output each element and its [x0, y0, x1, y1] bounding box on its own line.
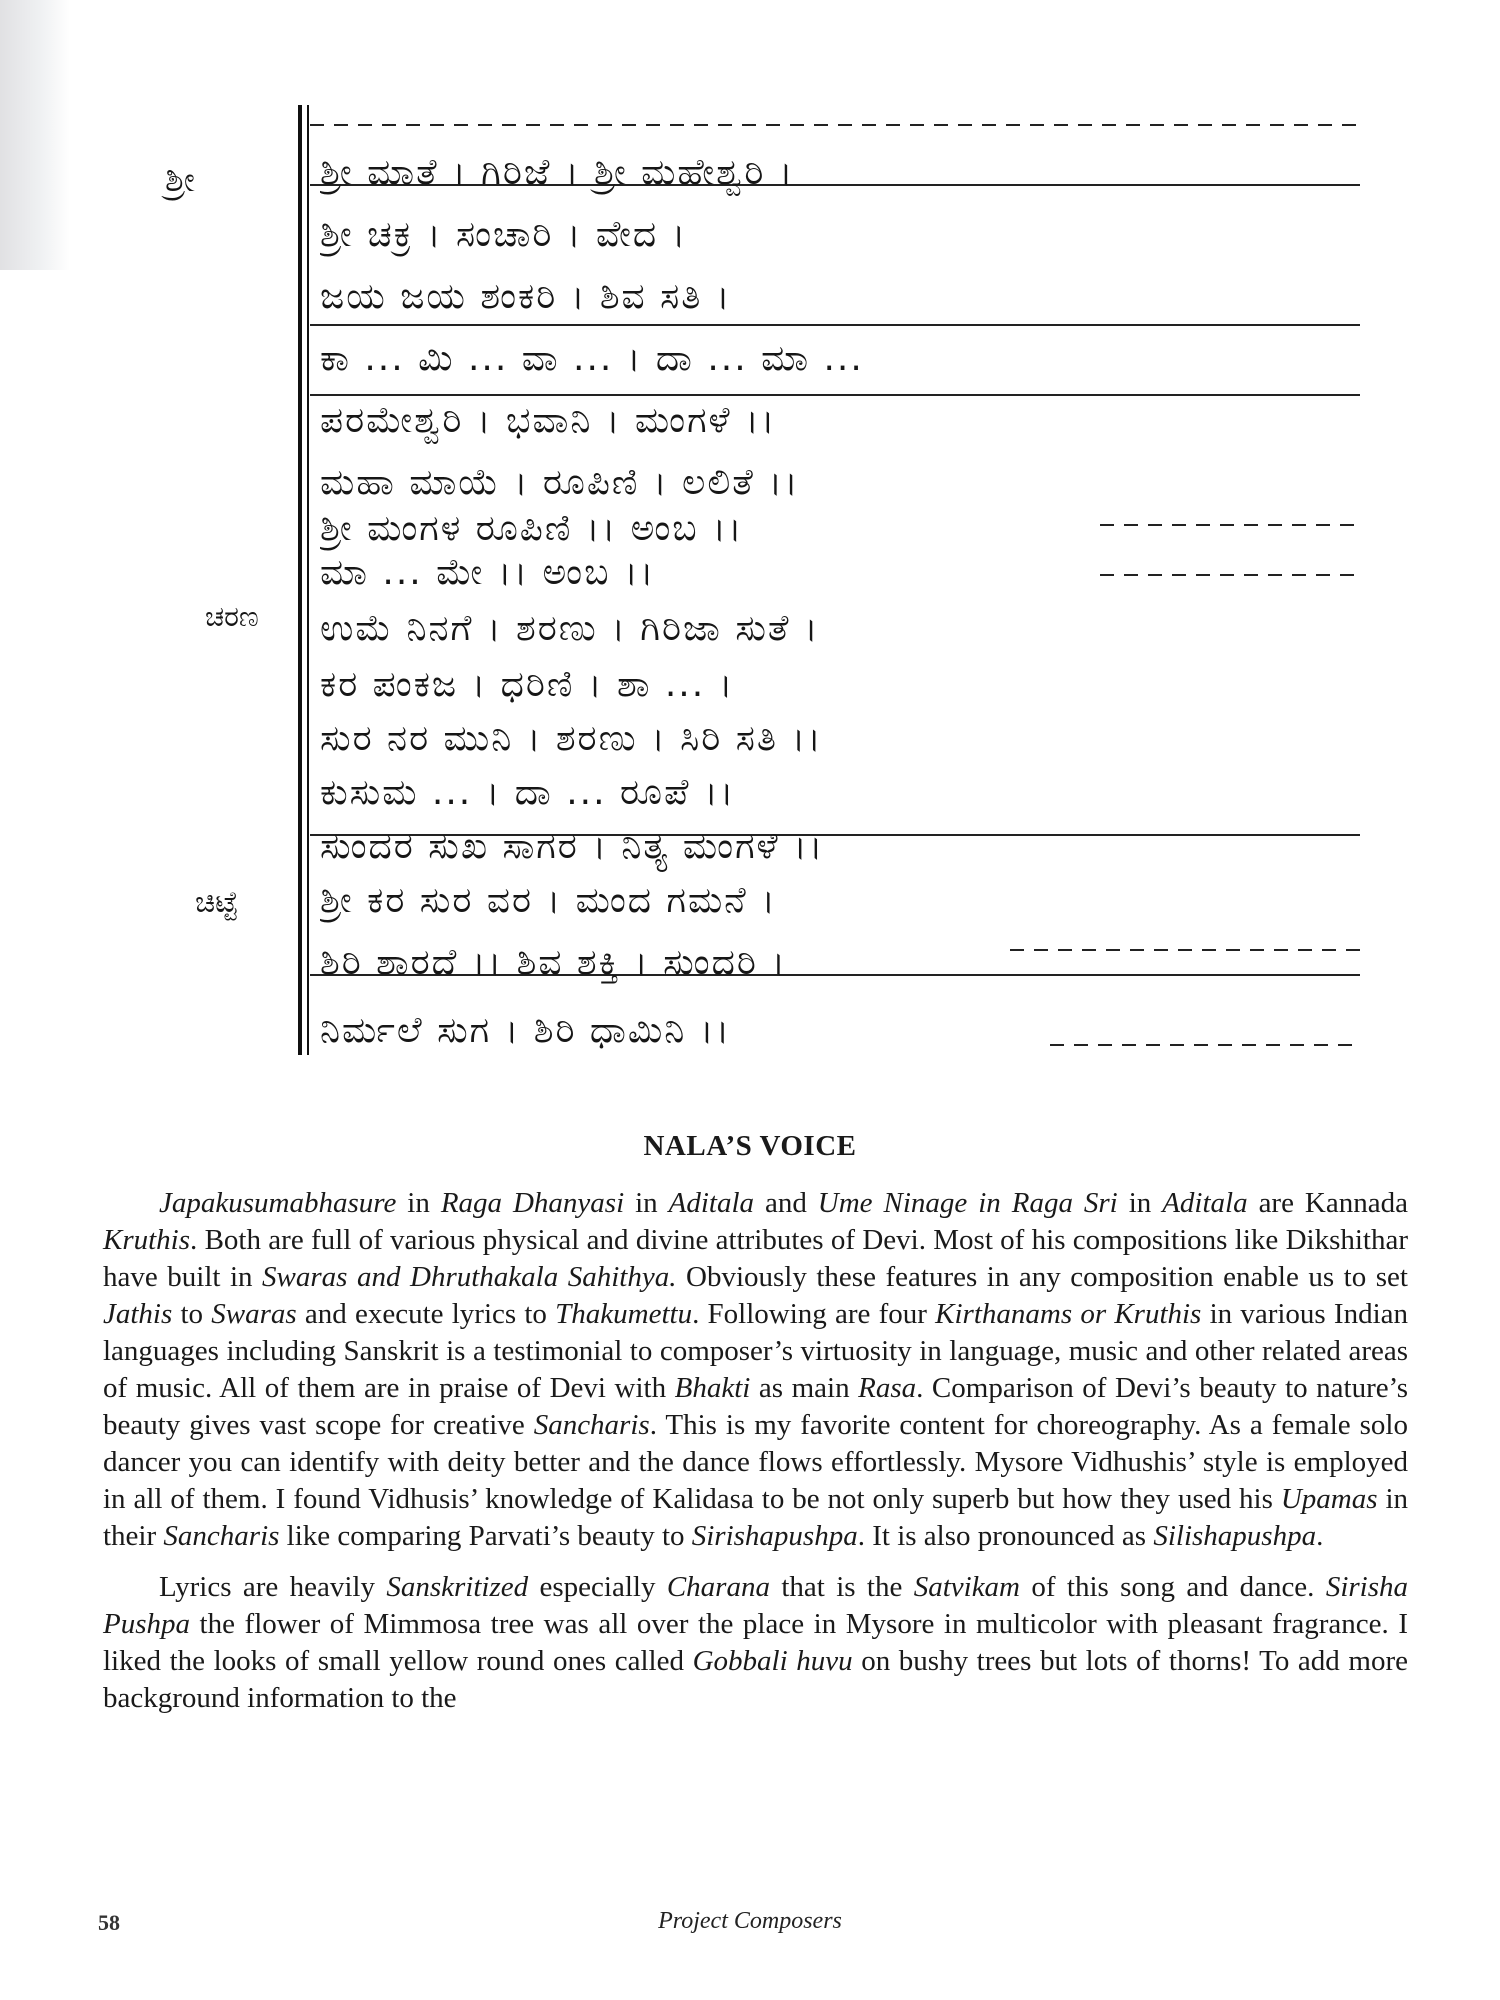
italic-term: Swaras: [211, 1298, 297, 1330]
manuscript-line: ಶ್ರೀ ಮಾತೆ । ಗಿರಿಜೆ । ಶ್ರೀ ಮಹೇಶ್ವರಿ ।: [320, 152, 795, 193]
italic-term: Aditala: [668, 1187, 754, 1219]
text-run: like comparing Parvati’s beauty to: [279, 1520, 692, 1552]
text-run: in: [1117, 1187, 1163, 1219]
section-title: NALA’S VOICE: [643, 1130, 857, 1162]
text-run: .: [1316, 1520, 1324, 1552]
text-run: . It is also pronounced as: [857, 1520, 1154, 1552]
italic-term: Sirishapushpa: [691, 1520, 858, 1552]
text-run: and: [754, 1187, 818, 1219]
italic-term: Rasa: [858, 1372, 917, 1404]
running-footer-title: Project Composers: [658, 1908, 842, 1934]
article-paragraph-1: [103, 1185, 1408, 1555]
italic-term: Kirthanams or Kruthis: [935, 1298, 1202, 1330]
text-run: Obviously these features in any composition enable us to set: [676, 1261, 1408, 1293]
manuscript-line: ಉಮೆ ನಿನಗೆ । ಶರಣು । ಗಿರಿಜಾ ಸುತೆ ।: [320, 608, 820, 649]
text-run: that is the: [769, 1571, 914, 1603]
italic-term: Sancharis: [163, 1520, 280, 1552]
manuscript-line: ಕರ ಪಂಕಜ । ಧರಿಣಿ । ಶಾ ... ।: [320, 664, 735, 705]
text-run: on bushy trees but lots of thorns! To add more background information to the: [103, 1645, 1408, 1714]
italic-term: Aditala: [1162, 1187, 1248, 1219]
manuscript-line: ಪರಮೇಶ್ವರಿ । ಭವಾನಿ । ಮಂಗಳೆ ।।: [320, 400, 777, 441]
manuscript-line: ಶಿರಿ ಶಾರದೆ ।। ಶಿವ ಶಕ್ತಿ । ಸುಂದರಿ ।: [320, 942, 787, 983]
manuscript-line: ಕಾ ... ಮಿ ... ವಾ ... । ದಾ ... ಮಾ ...: [320, 338, 864, 379]
text-run: in their: [103, 1483, 1409, 1552]
manuscript-section-marker: ಶ್ರೀ: [165, 160, 195, 200]
manuscript-line: ಮಹಾ ಮಾಯೆ । ರೂಪಿಣಿ । ಲಲಿತೆ ।।: [320, 462, 800, 503]
article-body: [103, 1185, 1408, 1717]
manuscript-line: ಜಯ ಜಯ ಶಂಕರಿ । ಶಿವ ಸತಿ ।: [320, 276, 732, 317]
text-run: and execute lyrics to: [296, 1298, 556, 1330]
manuscript-line: ಸುಂದರ ಸುಖ ಸಾಗರ । ನಿತ್ಯ ಮಂಗಳೆ ।।: [320, 826, 825, 867]
italic-term: Silishapushpa: [1153, 1520, 1317, 1552]
text-run: as main: [750, 1372, 859, 1404]
italic-term: Sanskritized: [386, 1571, 529, 1603]
page-number: 58: [98, 1910, 120, 1935]
italic-term: Jathis: [103, 1298, 173, 1330]
text-run: . Comparison of Devi’s beauty to nature’s beauty gives vast scope for creative: [103, 1372, 1408, 1441]
text-run: to: [172, 1298, 212, 1330]
manuscript-line: ಕುಸುಮ ... । ದಾ ... ರೂಪೆ ।।: [320, 772, 736, 813]
text-run: are Kannada: [1247, 1187, 1408, 1219]
text-run: of this song and dance.: [1020, 1571, 1326, 1603]
italic-term: Upamas: [1280, 1483, 1378, 1515]
text-run: especially: [528, 1571, 667, 1603]
italic-term: Sancharis: [533, 1409, 650, 1441]
italic-term: Ume Ninage in Raga Sri: [817, 1187, 1118, 1219]
italic-term: Charana: [666, 1571, 770, 1603]
text-run: . This is my favorite content for choreography. As a female solo dancer you can identify with deity better and the dance flows effortlessly. Mysore Vidhushis’ style is employed in all of them. I found Vidhusis’ knowledge of Kalidasa to be not only superb but how they used his: [103, 1409, 1408, 1515]
manuscript-line: ನಿರ್ಮಲೆ ಸುಗ । ಶಿರಿ ಧಾಮಿನಿ ।।: [320, 1010, 732, 1051]
italic-term: Satvikam: [913, 1571, 1021, 1603]
italic-term: Bhakti: [674, 1372, 751, 1404]
text-run: in various Indian languages including Sanskrit is a testimonial to composer’s virtuosity in language, music and other related areas of music. All of them are in praise of Devi with: [103, 1298, 1409, 1404]
italic-term: Swaras and Dhruthakala Sahithya.: [262, 1261, 677, 1293]
manuscript-section-marker: ಚಿಟ್ಟೆ: [195, 885, 239, 920]
manuscript-line: ಶ್ರೀ ಚಕ್ರ । ಸಂಚಾರಿ । ವೇದ ।: [320, 214, 688, 255]
manuscript-line: ಶ್ರೀ ಮಂಗಳ ರೂಪಿಣಿ ।। ಅಂಬ ।।: [320, 508, 744, 549]
text-run: Lyrics are heavily: [159, 1571, 387, 1603]
italic-term: Gobbali huvu: [692, 1645, 853, 1677]
text-run: . Both are full of various physical and divine attributes of Devi. Most of his compositions like Dikshithar have built in: [103, 1224, 1408, 1293]
text-run: . Following are four: [692, 1298, 936, 1330]
text-run: in: [624, 1187, 669, 1219]
manuscript-line: ಸುರ ನರ ಮುನಿ । ಶರಣು । ಸಿರಿ ಸತಿ ।।: [320, 718, 823, 759]
manuscript-line: ಮಾ ... ಮೇ ।। ಅಂಬ ।।: [320, 552, 656, 593]
italic-term: Kruthis: [103, 1224, 191, 1256]
italic-term: Thakumettu: [555, 1298, 693, 1330]
italic-term: Japakusumabhasure: [159, 1187, 397, 1219]
manuscript-section-marker: ಚರಣ: [205, 600, 259, 633]
manuscript-line: ಶ್ರೀ ಕರ ಸುರ ವರ । ಮಂದ ಗಮನೆ ।: [320, 880, 777, 921]
text-run: the flower of Mimmosa tree was all over the place in Mysore in multicolor with pleasant fragrance. I liked the looks of small yellow round ones called: [103, 1608, 1408, 1677]
article-paragraph-2: [103, 1569, 1408, 1717]
italic-term: Sirisha Pushpa: [103, 1571, 1408, 1640]
facing-page-bleed: [0, 0, 70, 270]
text-run: in: [396, 1187, 441, 1219]
italic-term: Raga Dhanyasi: [440, 1187, 625, 1219]
